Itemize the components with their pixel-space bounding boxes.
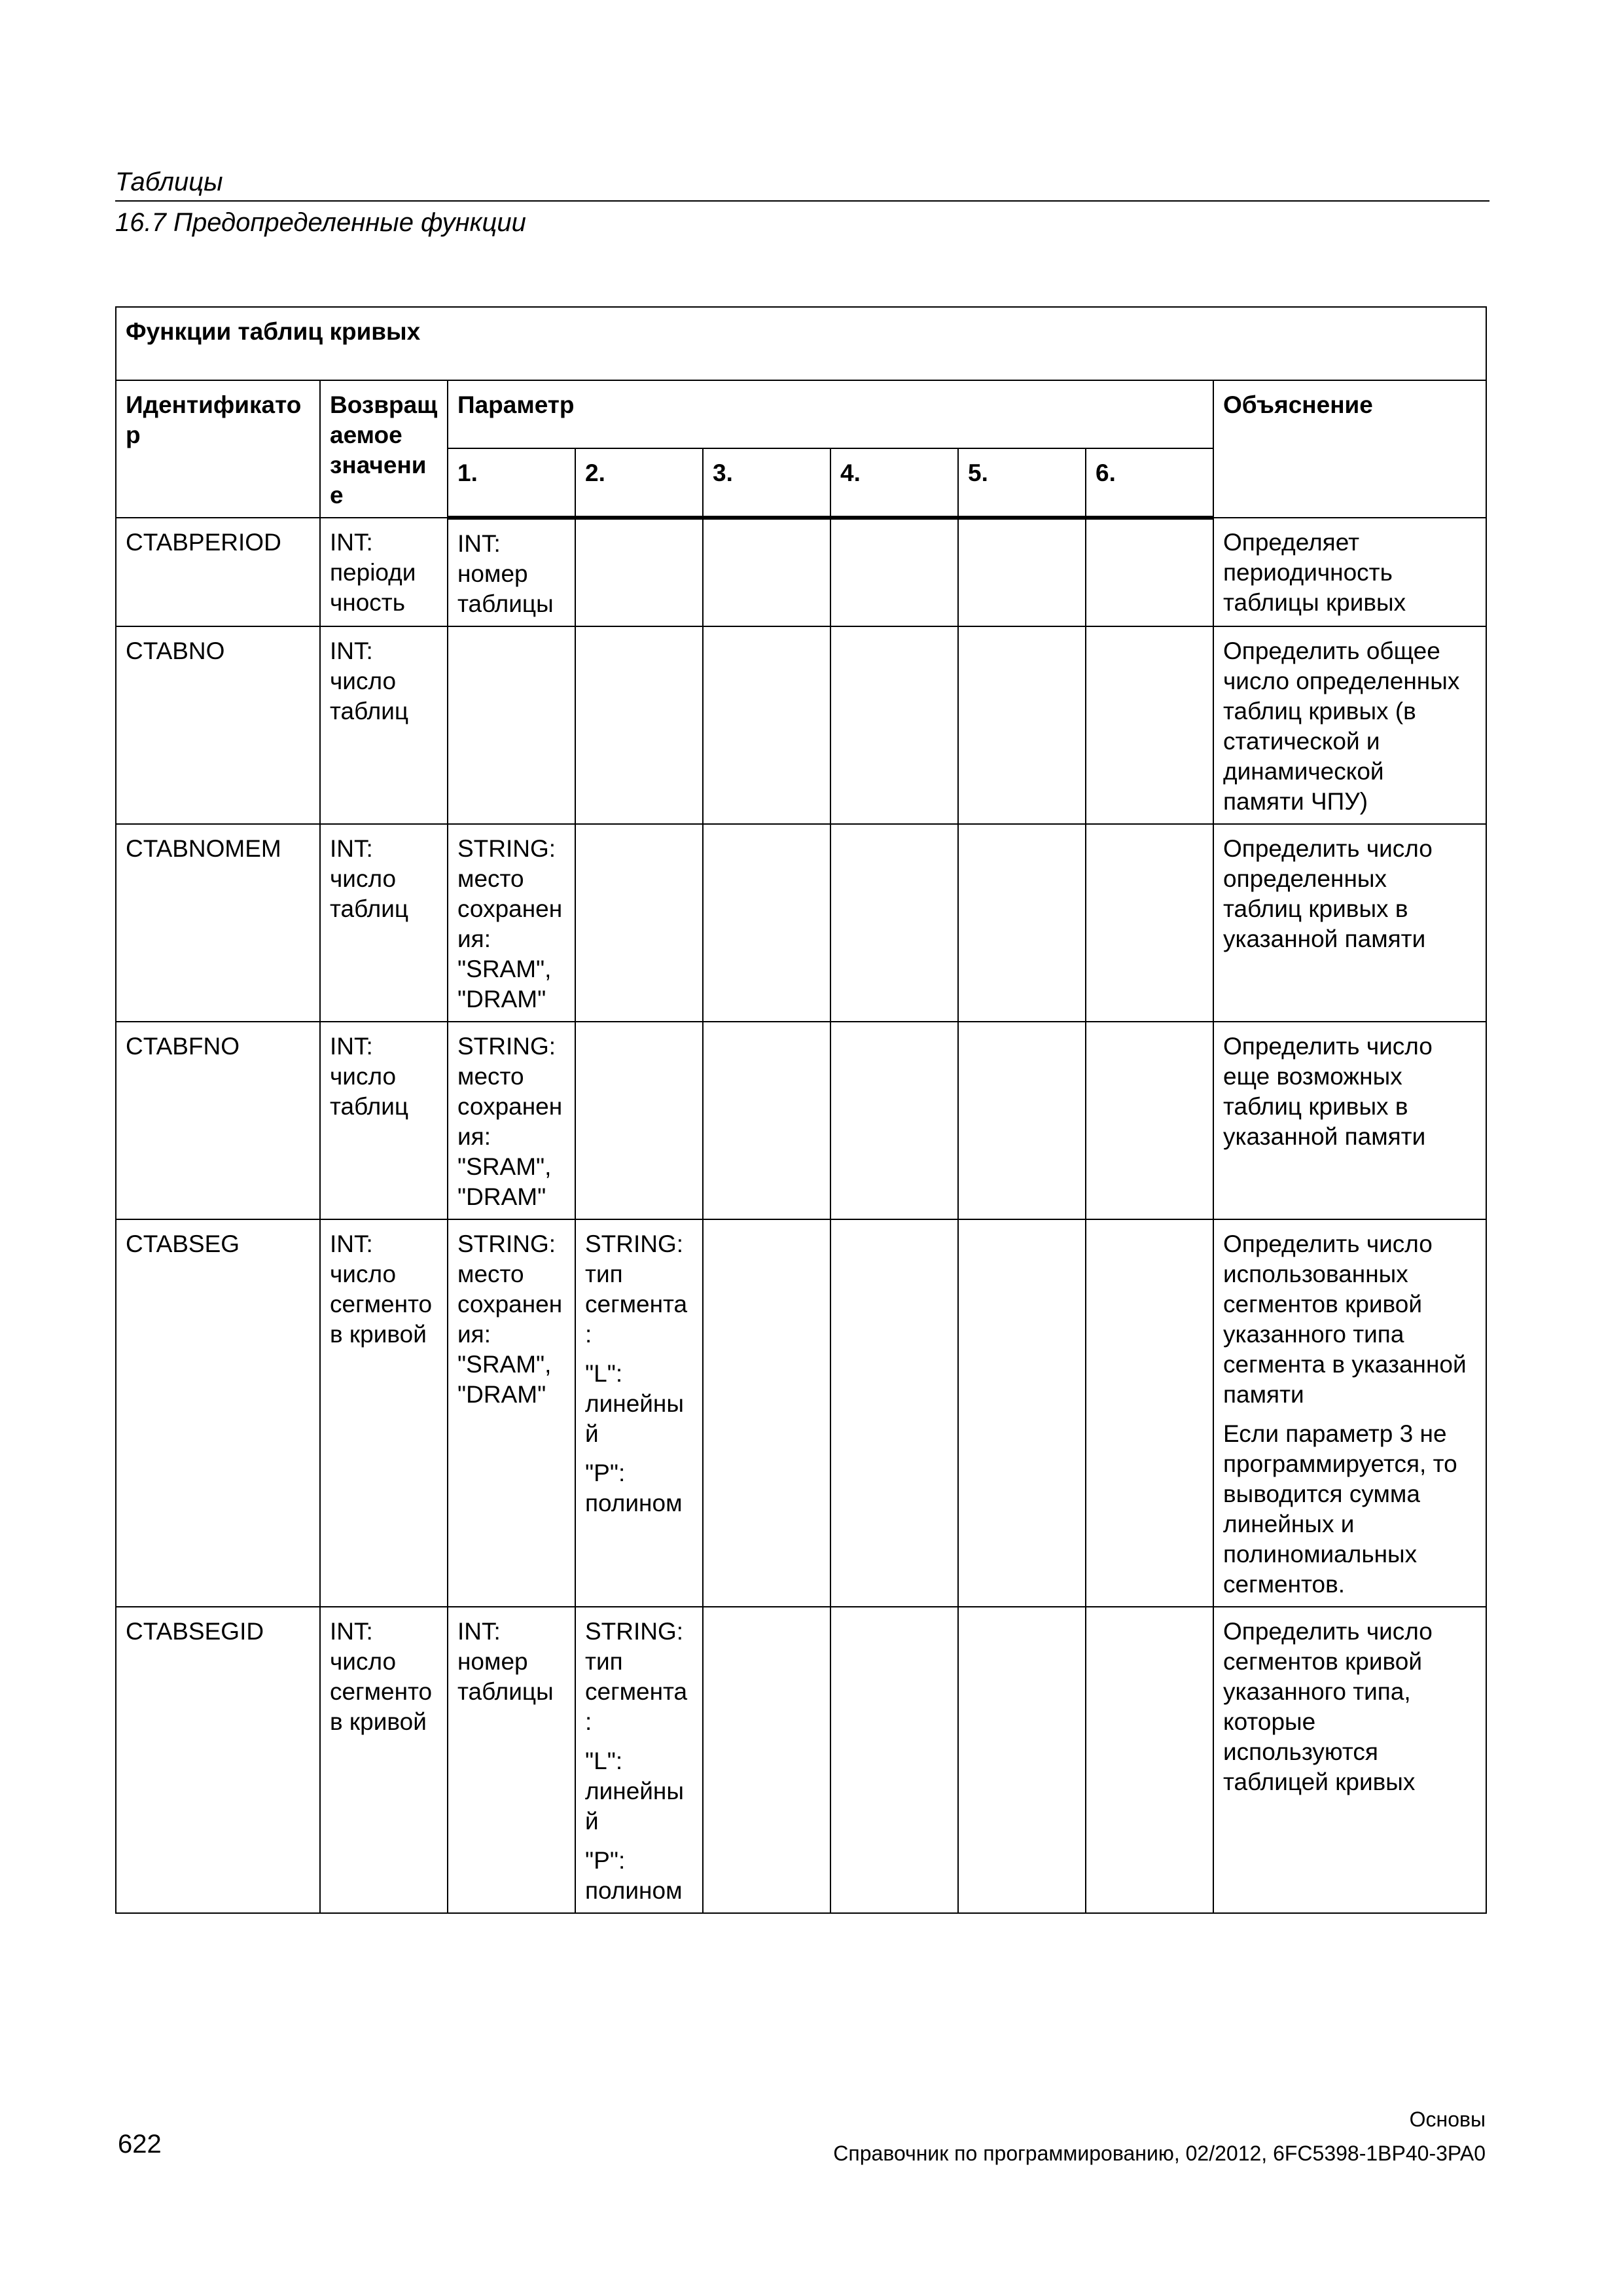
cell-param-6 [1086, 824, 1213, 1022]
cell-return: INT: число сегменто в кривой [320, 1219, 448, 1607]
cell-param-3 [703, 1219, 830, 1607]
header-param-6: 6. [1086, 448, 1213, 518]
cell-param-3 [703, 824, 830, 1022]
cell-explanation: Определить число использованных сегментов кривой указанного типа сегмента в указанной памяти Если параметр 3 не программируется, то выводится сумма линейных и полиномиальных сегментов. [1213, 1219, 1486, 1607]
cell-explanation: Определить число еще возможных таблиц кривых в указанной памяти [1213, 1022, 1486, 1219]
cell-param-4 [830, 1607, 958, 1913]
cell-return: INT: число сегменто в кривой [320, 1607, 448, 1913]
cell-param-2 [575, 518, 703, 626]
cell-param-2 [575, 626, 703, 824]
footer-book-title: Основы [1409, 2108, 1486, 2131]
cell-identifier: CTABFNO [116, 1022, 320, 1219]
cell-explanation: Определить число определенных таблиц кривых в указанной памяти [1213, 824, 1486, 1022]
table-row [116, 824, 1486, 1022]
header-identifier: Идентификатор [116, 380, 320, 518]
header-parameter: Параметр [448, 380, 1213, 448]
cell-param-3 [703, 518, 830, 626]
cell-param-6 [1086, 518, 1213, 626]
cell-identifier: CTABNO [116, 626, 320, 824]
cell-return: INT: число таблиц [320, 1022, 448, 1219]
cell-param-4 [830, 518, 958, 626]
table-row [116, 518, 1486, 626]
table-row [116, 1022, 1486, 1219]
header-param-2: 2. [575, 448, 703, 518]
cell-param-1: INT: номер таблицы [448, 518, 575, 626]
header-explanation: Объяснение [1213, 380, 1486, 518]
cell-param-6 [1086, 1219, 1213, 1607]
cell-return: INT: число таблиц [320, 626, 448, 824]
cell-identifier: CTABSEG [116, 1219, 320, 1607]
cell-param-3 [703, 1607, 830, 1913]
cell-param-2 [575, 1022, 703, 1219]
cell-param-1: STRING: место сохранен ия: "SRAM", "DRAM" [448, 1219, 575, 1607]
cell-param-2: STRING: тип сегмента : "L": линейны й "P": полином [575, 1607, 703, 1913]
header-return-value: Возвращ аемое значение [320, 380, 448, 518]
cell-param-3 [703, 1022, 830, 1219]
cell-param-5 [958, 1219, 1086, 1607]
cell-param-1: STRING: место сохранен ия: "SRAM", "DRAM" [448, 824, 575, 1022]
cell-explanation: Определить число сегментов кривой указанного типа, которые используются таблицей кривых [1213, 1607, 1486, 1913]
cell-param-5 [958, 518, 1086, 626]
cell-param-1: INT: номер таблицы [448, 1607, 575, 1913]
cell-param-6 [1086, 1607, 1213, 1913]
cell-param-5 [958, 1022, 1086, 1219]
cell-return: INT: періоди чность [320, 518, 448, 626]
table-row [116, 1219, 1486, 1607]
header-param-1: 1. [448, 448, 575, 518]
cell-identifier: CTABSEGID [116, 1607, 320, 1913]
cell-param-4 [830, 626, 958, 824]
header-param-4: 4. [830, 448, 958, 518]
cell-param-2: STRING: тип сегмента : "L": линейны й "P": полином [575, 1219, 703, 1607]
header-rule [115, 200, 1489, 202]
cell-param-3 [703, 626, 830, 824]
cell-param-6 [1086, 626, 1213, 824]
section-title: 16.7 Предопределенные функции [115, 208, 526, 237]
header-param-5: 5. [958, 448, 1086, 518]
table-row [116, 626, 1486, 824]
cell-param-5 [958, 1607, 1086, 1913]
cell-param-2 [575, 824, 703, 1022]
cell-explanation: Определить общее число определенных таблиц кривых (в статической и динамической памяти ЧПУ) [1213, 626, 1486, 824]
cell-explanation: Определяет периодичность таблицы кривых [1213, 518, 1486, 626]
cell-param-4 [830, 824, 958, 1022]
page-number: 622 [118, 2130, 162, 2159]
header-param-3: 3. [703, 448, 830, 518]
chapter-title: Таблицы [115, 168, 223, 196]
footer-reference: Справочник по программированию, 02/2012, 6FC5398-1BP40-3PA0 [833, 2142, 1486, 2165]
cell-return: INT: число таблиц [320, 824, 448, 1022]
cell-param-5 [958, 824, 1086, 1022]
cell-identifier: CTABNOMEM [116, 824, 320, 1022]
table-row [116, 1607, 1486, 1913]
cell-identifier: CTABPERIOD [116, 518, 320, 626]
table-title: Функции таблиц кривых [116, 307, 1486, 380]
cell-param-4 [830, 1022, 958, 1219]
cell-param-6 [1086, 1022, 1213, 1219]
cell-param-4 [830, 1219, 958, 1607]
cell-param-5 [958, 626, 1086, 824]
curve-table-functions-table [115, 306, 1487, 1914]
cell-param-1 [448, 626, 575, 824]
cell-param-1: STRING: место сохранен ия: "SRAM", "DRAM" [448, 1022, 575, 1219]
